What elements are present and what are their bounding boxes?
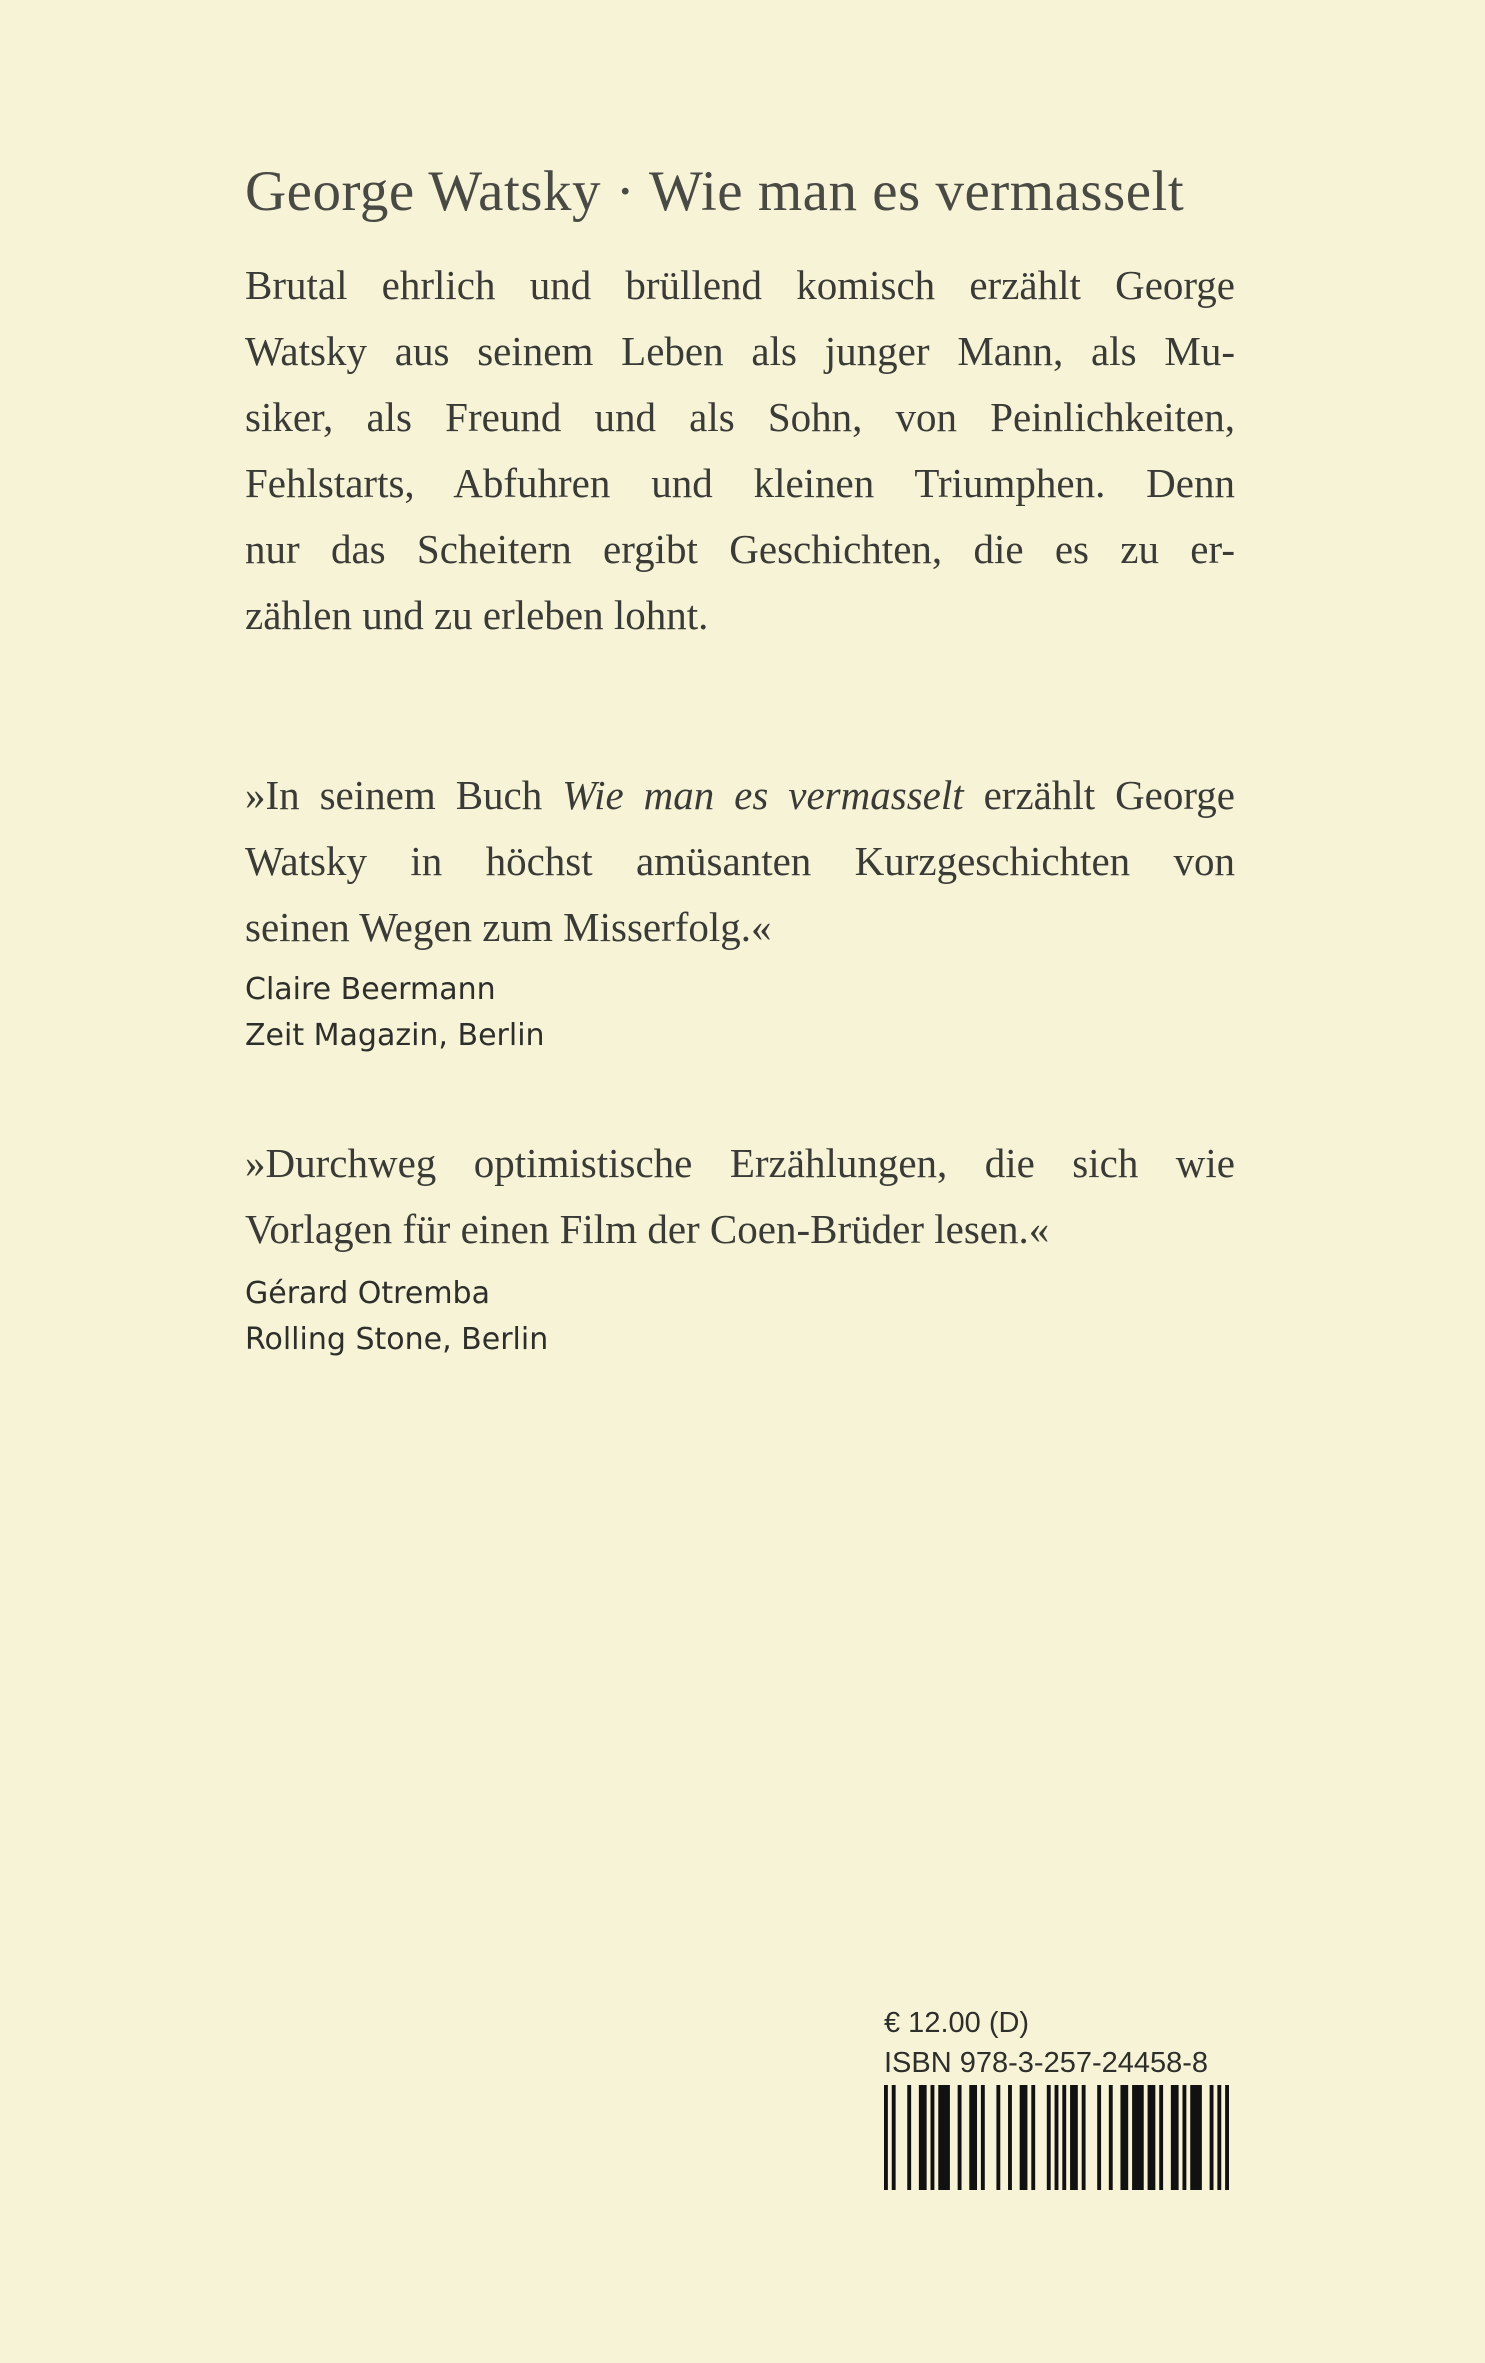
- barcode-bar: [1159, 2085, 1163, 2190]
- quote-line: [245, 762, 1235, 828]
- barcode-bar: [1020, 2085, 1028, 2190]
- review-author: Gérard Otremba: [245, 1276, 490, 1311]
- blurb-line: nur das Scheitern ergibt Geschichten, die es zu er-: [245, 526, 1235, 572]
- review-source: Zeit Magazin, Berlin: [245, 1018, 545, 1053]
- barcode-bar: [996, 2085, 1000, 2190]
- review-source: Rolling Stone, Berlin: [245, 1322, 549, 1357]
- barcode-bar: [1070, 2085, 1078, 2190]
- price-isbn-block: [884, 2003, 1229, 2083]
- barcode-bar: [1132, 2085, 1144, 2190]
- barcode-bar: [1148, 2085, 1156, 2190]
- barcode-bar: [919, 2085, 927, 2190]
- blurb-line: siker, als Freund und als Sohn, von Peinlichkeiten,: [245, 394, 1235, 440]
- blurb-line: Brutal ehrlich und brüllend komisch erzählt George: [245, 262, 1235, 308]
- blurb-line: Watsky aus seinem Leben als junger Mann, als Mu-: [245, 328, 1235, 374]
- barcode-bar: [1190, 2085, 1202, 2190]
- barcode-bar: [884, 2085, 888, 2190]
- review-quote-1: [245, 762, 1235, 960]
- barcode-bar: [1182, 2085, 1186, 2190]
- isbn-label: ISBN 978-3-257-24458-8: [884, 2047, 1209, 2079]
- barcode-bar: [958, 2085, 962, 2190]
- barcode-bar: [1082, 2085, 1086, 2190]
- price-label: € 12.00 (D): [884, 2007, 1030, 2039]
- book-title: George Watsky · Wie man es vermasselt: [245, 160, 1185, 223]
- barcode-bar: [1031, 2085, 1035, 2190]
- review-attribution-2: [245, 1271, 548, 1363]
- quote-line: Watsky in höchst amüsanten Kurzgeschichten von: [245, 838, 1235, 884]
- barcode-bar: [1055, 2085, 1059, 2190]
- blurb-line: Fehlstarts, Abfuhren und kleinen Triumphen. Denn: [245, 460, 1235, 506]
- quote-text: erzählt George: [963, 772, 1235, 818]
- barcode-bar: [969, 2085, 977, 2190]
- barcode-bar: [1217, 2085, 1221, 2190]
- barcode-bar: [907, 2085, 911, 2190]
- barcode-bar: [931, 2085, 935, 2190]
- barcode-bar: [1062, 2085, 1066, 2190]
- blurb-line: zählen und zu erleben lohnt.: [245, 592, 709, 638]
- barcode-bar: [1210, 2085, 1214, 2190]
- barcode-bar: [981, 2085, 985, 2190]
- barcode-bar: [1097, 2085, 1101, 2190]
- barcode-bar: [892, 2085, 896, 2190]
- barcode-bar: [1171, 2085, 1179, 2190]
- review-attribution-1: [245, 967, 545, 1059]
- quote-line: seinen Wegen zum Misserfolg.«: [245, 904, 772, 950]
- quote-text: »In seinem Buch: [245, 772, 563, 818]
- barcode-bar: [1225, 2085, 1229, 2190]
- barcode-bar: [1120, 2085, 1128, 2190]
- quote-book-title: Wie man es vermasselt: [562, 772, 964, 818]
- barcode-bar: [938, 2085, 950, 2190]
- quote-line: Vorlagen für einen Film der Coen-Brüder lesen.«: [245, 1206, 1050, 1252]
- book-blurb: [245, 252, 1235, 648]
- barcode-bar: [1109, 2085, 1113, 2190]
- barcode-bar: [1047, 2085, 1051, 2190]
- quote-line: »Durchweg optimistische Erzählungen, die sich wie: [245, 1140, 1235, 1186]
- review-quote-2: [245, 1130, 1235, 1262]
- barcode-bar: [1008, 2085, 1012, 2190]
- review-author: Claire Beermann: [245, 972, 496, 1007]
- barcode-icon: [884, 2085, 1229, 2190]
